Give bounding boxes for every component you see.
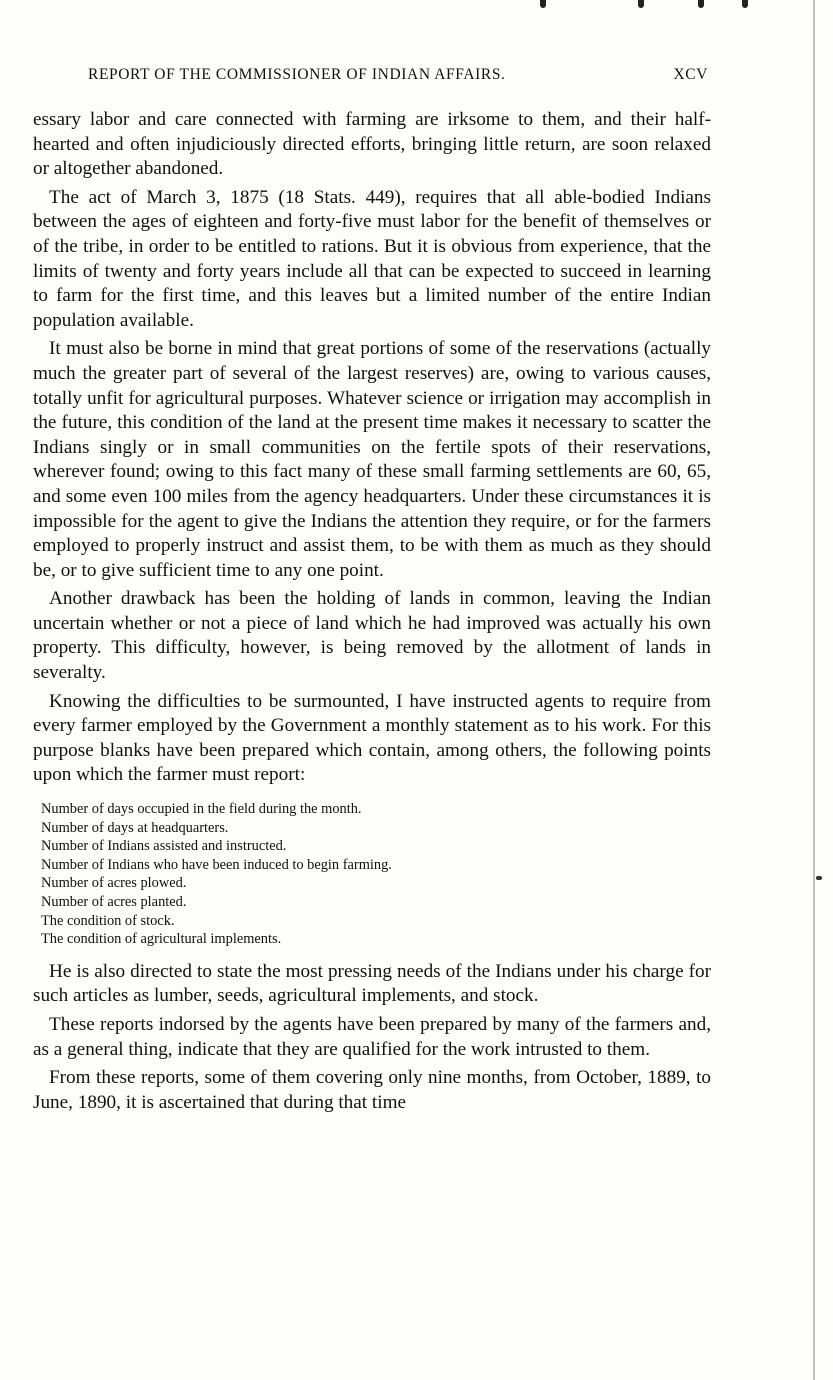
paragraph-reports-indorsed: These reports indorsed by the agents have been prepared by many of the farmers and, as a general thing, indicate that they are qualified for the work intrusted to them. (33, 1013, 711, 1060)
paragraph-pressing-needs: He is also directed to state the most pressing needs of the Indians under his charge for such articles as lumber, seeds, agricultural implements, and stock. (33, 960, 711, 1007)
page-number: XCV (673, 66, 708, 83)
list-item: Number of Indians assisted and instructed. (41, 838, 287, 855)
running-header (36, 66, 708, 84)
header-title: REPORT OF THE COMMISSIONER OF INDIAN AFFAIRS. (88, 66, 506, 83)
paragraph-act-1875: The act of March 3, 1875 (18 Stats. 449), requires that all able-bodied Indians between the ages of eighteen and forty-five must labor for the benefit of themselves or of the tribe, in order to be entitled to rations. But it is obvious from experience, that the limits of twenty and forty years include all that can be expected to succeed in learning to farm for the first time, and this leaves but a limited number of the entire Indian population available. (33, 186, 711, 331)
paragraph-continuation: essary labor and care connected with farming are irksome to them, and their half-hearted and often injudiciously directed efforts, bringing little return, are soon relaxed or altogether abandoned. (33, 109, 711, 180)
list-item: Number of Indians who have been induced to begin farming. (41, 856, 392, 873)
scan-specks (520, 0, 760, 14)
list-item: Number of days at headquarters. (41, 819, 229, 836)
paragraph-nine-months: From these reports, some of them covering only nine months, from October, 1889, to June, 1890, it is ascertained that during that time (33, 1067, 711, 1113)
list-item: Number of days occupied in the field during the month. (41, 801, 362, 818)
list-item: The condition of agricultural implements. (41, 931, 282, 948)
page-edge-shadow (813, 0, 815, 1380)
body-text (33, 108, 711, 1119)
report-points-list (41, 800, 711, 949)
paragraph-reservations: It must also be borne in mind that great portions of some of the reservations (actually much the greater part of several of the largest reserves) are, owing to various causes, totally unfit for agricultural purposes. Whatever science or irrigation may accomplish in the future, this condition of the land at the present time makes it necessary to scatter the Indians singly or in small communities on the fertile spots of their reservations, wherever found; owing to this fact many of these small farming settlements are 60, 65, and some even 100 miles from the agency headquarters. Under these circumstances it is impossible for the agent to give the Indians the attention they require, or for the farmers employed to properly instruct and assist them, to be with them as much as they should be, or to give sufficient time to any one point. (33, 338, 711, 581)
list-item: Number of acres planted. (41, 894, 187, 910)
margin-mark (816, 876, 822, 880)
list-item: Number of acres plowed. (41, 875, 187, 892)
paragraph-instructions: Knowing the difficulties to be surmounted, I have instructed agents to require from every farmer employed by the Government a monthly statement as to his work. For this purpose blanks have been prepared which contain, among others, the following points upon which the farmer must report: (33, 690, 711, 786)
list-item: The condition of stock. (41, 912, 175, 929)
paragraph-lands-in-common: Another drawback has been the holding of lands in common, leaving the Indian uncertain whether or not a piece of land which he had improved was actually his own property. This difficulty, however, is being removed by the allotment of lands in severalty. (33, 588, 711, 684)
